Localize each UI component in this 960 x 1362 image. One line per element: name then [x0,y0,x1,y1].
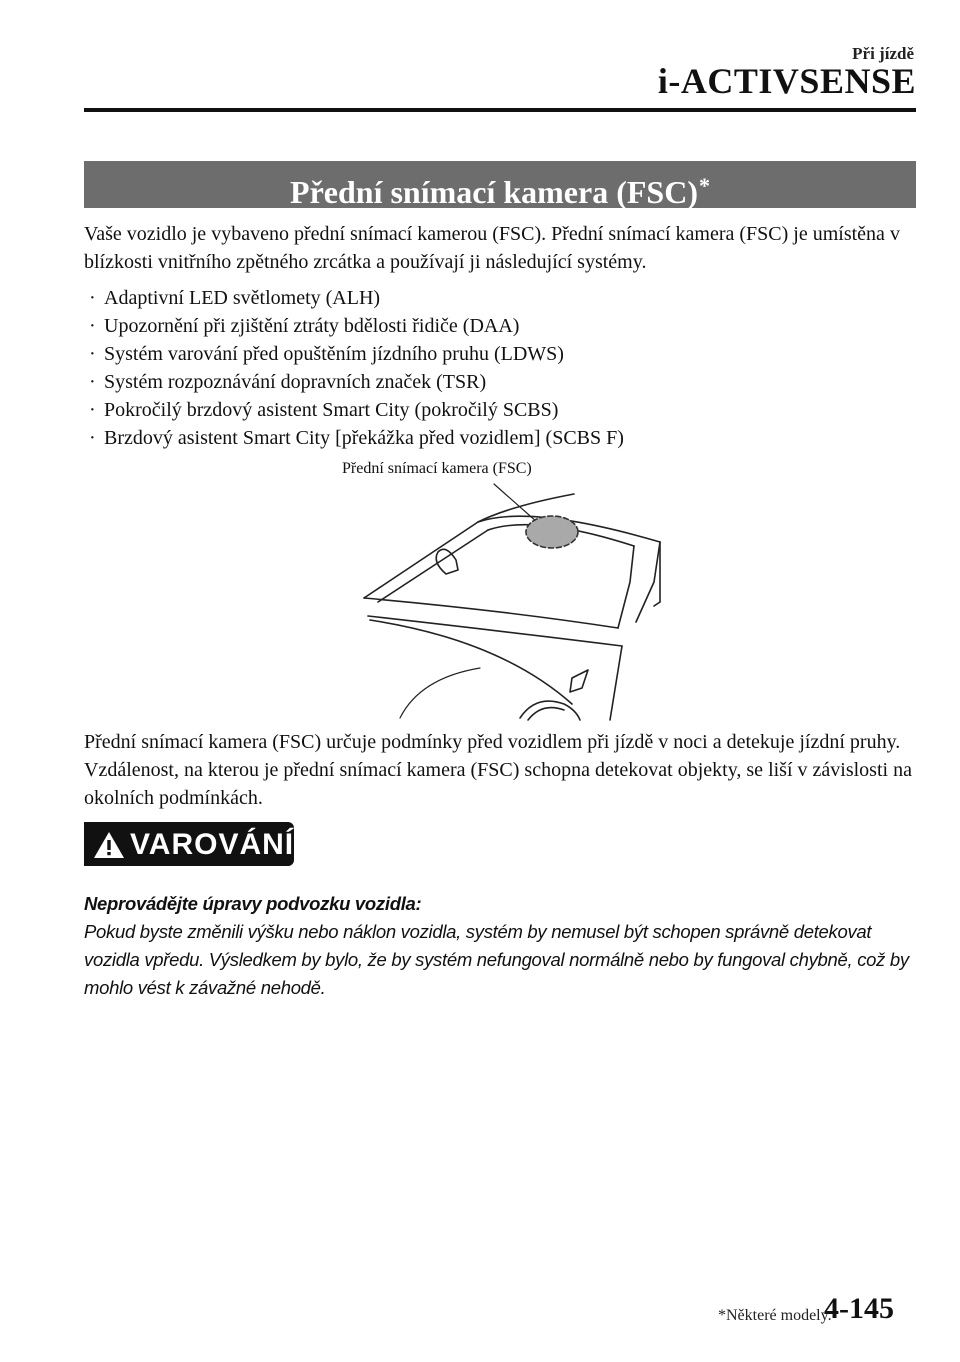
chapter-title: i-ACTIVSENSE [657,61,916,101]
figure-caption: Přední snímací kamera (FSC) [342,460,532,477]
page-title-banner [84,161,916,208]
system-list [84,284,624,452]
list-item: · Systém rozpoznávání dopravních značek (TSR) [84,368,624,396]
page-number: 4-145 [824,1292,894,1325]
car-windshield-illustration [360,482,670,722]
detection-paragraph: Přední snímací kamera (FSC) určuje podmínky před vozidlem při jízdě v noci a detekuje jízdní pruhy. Vzdálenost, na kterou je přední snímací kamera (FSC) schopna detekovat objekty, se liší v závislosti na okolních podmínkách. [84,731,912,809]
warning-label: VAROVÁNÍ [130,828,295,861]
warning-triangle-icon [92,830,126,860]
header-divider [84,108,916,112]
warning-heading: Neprovádějte úpravy podvozku vozidla: [84,893,422,914]
model-note-marker: * [698,173,710,198]
list-item: · Pokročilý brzdový asistent Smart City (pokročilý SCBS) [84,396,624,424]
camera-marker [526,516,578,548]
list-item: · Systém varování před opuštěním jízdního pruhu (LDWS) [84,340,624,368]
list-item: · Upozornění při zjištění ztráty bdělosti řidiče (DAA) [84,312,624,340]
list-item: · Adaptivní LED světlomety (ALH) [84,284,624,312]
page-title: Přední snímací kamera (FSC) [290,174,698,210]
warning-badge [84,822,294,866]
warning-text: Pokud byste změnili výšku nebo náklon vozidla, systém by nemusel být schopen správně detekovat vozidla vpředu. Výsledkem by bylo, že by systém nefungoval normálně nebo by fungoval chybně, což by mohlo vést k závažné nehodě. [84,921,909,998]
footnote: *Některé modely. [718,1307,832,1324]
list-item: · Brzdový asistent Smart City [překážka před vozidlem] (SCBS F) [84,424,624,452]
section-title: Při jízdě [852,44,914,63]
intro-paragraph: Vaše vozidlo je vybaveno přední snímací kamerou (FSC). Přední snímací kamera (FSC) je umístěna v blízkosti vnitřního zpětného zrcátka a používají ji následující systémy. [84,223,900,273]
